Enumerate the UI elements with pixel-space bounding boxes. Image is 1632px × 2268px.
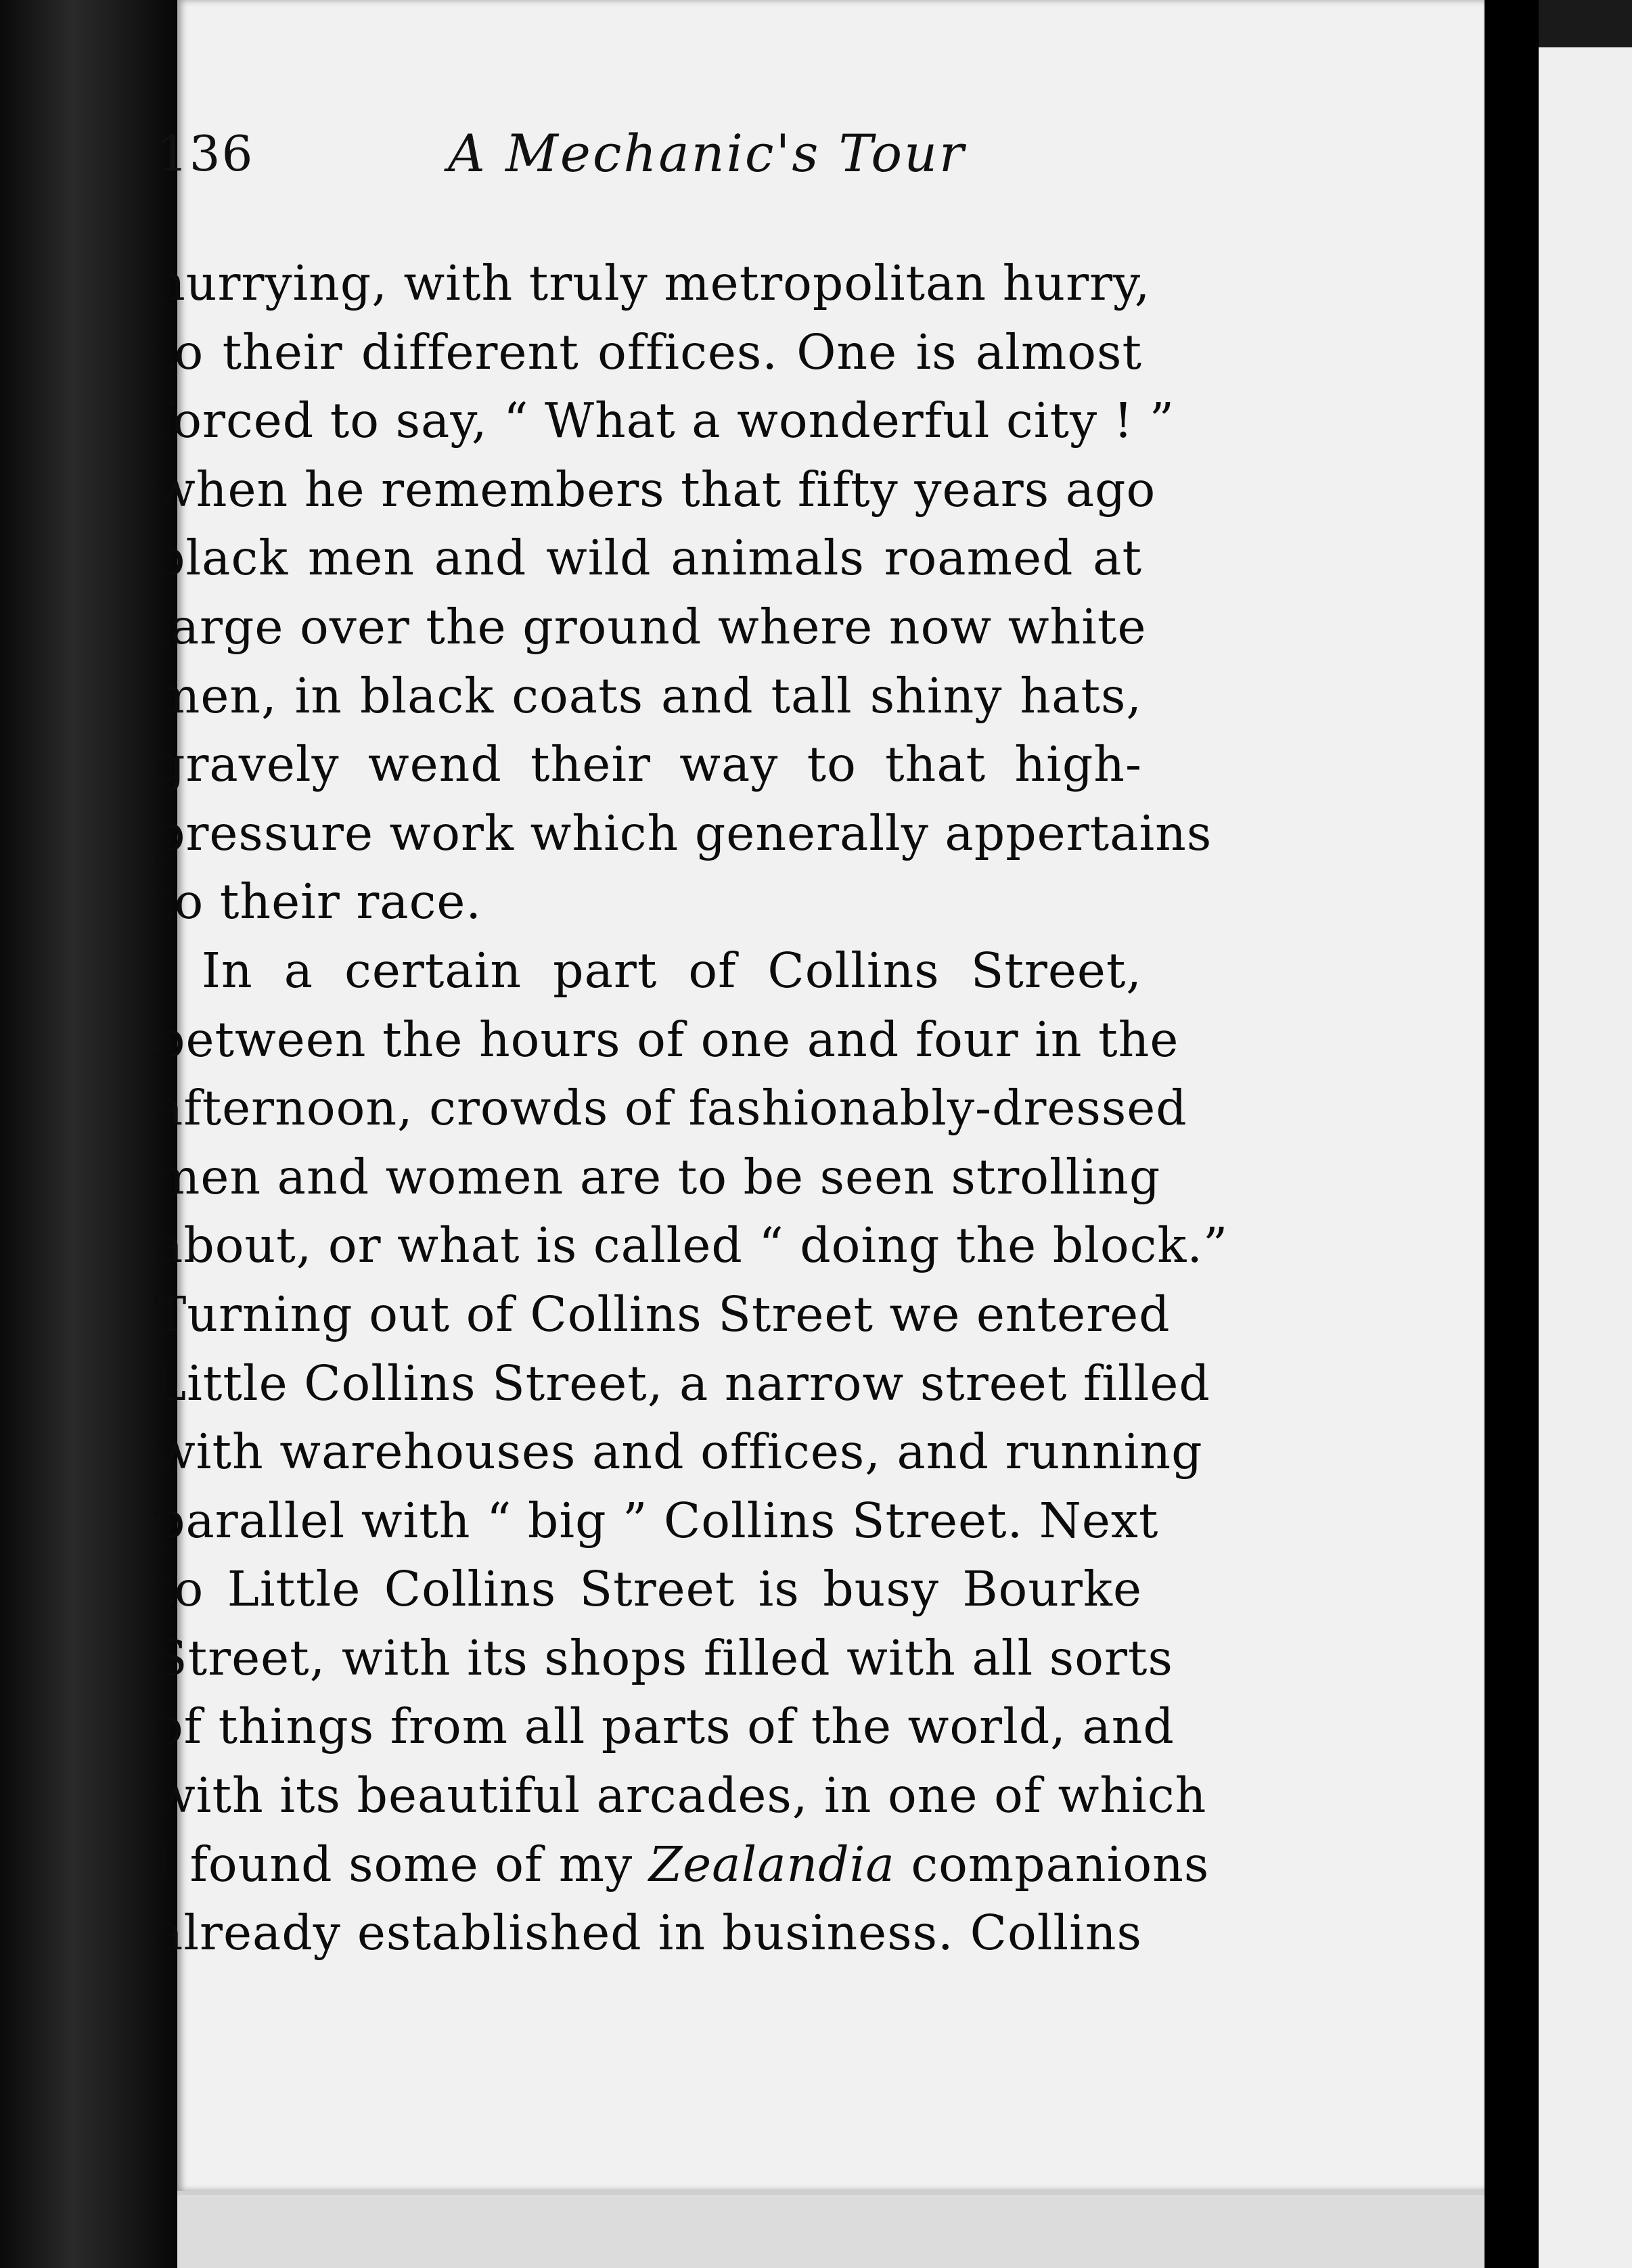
text-line: gravely wend their way to that high- bbox=[154, 736, 1142, 793]
text-line: forced to say, “ What a wonderful city ! ” bbox=[154, 392, 1175, 449]
page-number: 136 bbox=[157, 125, 254, 182]
text-line: men and women are to be seen strolling bbox=[154, 1148, 1161, 1205]
text-line: to Little Collins Street is busy Bourke bbox=[154, 1561, 1142, 1618]
text-line: Little Collins Street, a narrow street filled bbox=[154, 1355, 1210, 1411]
text-line: between the hours of one and four in the bbox=[154, 1011, 1179, 1068]
text-line bbox=[154, 1830, 1210, 1899]
page-body bbox=[154, 249, 1229, 1968]
text-segment: companions bbox=[894, 1836, 1210, 1892]
text-line: Turning out of Collins Street we entered bbox=[154, 1286, 1171, 1342]
text-line: In a certain part of Collins Street, bbox=[202, 942, 1142, 999]
text-line: already established in business. Collins bbox=[154, 1905, 1142, 1961]
text-line: hurrying, with truly metropolitan hurry, bbox=[154, 255, 1151, 311]
text-line: when he remembers that fifty years ago bbox=[154, 461, 1156, 518]
text-segment: I found some of my bbox=[154, 1836, 649, 1892]
text-line: with its beautiful arcades, in one of which bbox=[154, 1767, 1207, 1824]
text-line: of things from all parts of the world, and bbox=[154, 1698, 1175, 1755]
text-line: large over the ground where now white bbox=[154, 598, 1147, 655]
facing-page-edge bbox=[1539, 47, 1632, 2268]
text-line: afternoon, crowds of fashionably-dressed bbox=[154, 1080, 1187, 1137]
text-line: Street, with its shops filled with all sorts bbox=[154, 1629, 1173, 1686]
text-line: about, or what is called “ doing the block.” bbox=[154, 1217, 1229, 1274]
text-line: pressure work which generally appertains bbox=[154, 804, 1212, 861]
text-line: to their race. bbox=[154, 874, 482, 930]
book-gutter bbox=[1484, 0, 1539, 2268]
running-title: A Mechanic's Tour bbox=[448, 123, 966, 183]
text-line: with warehouses and offices, and running bbox=[154, 1424, 1203, 1480]
text-line: to their different offices. One is almost bbox=[154, 323, 1142, 380]
text-line: black men and wild animals roamed at bbox=[154, 530, 1142, 587]
text-line: men, in black coats and tall shiny hats, bbox=[154, 667, 1142, 724]
page-bottom-margin bbox=[177, 2195, 1484, 2268]
italic-text: Zealandia bbox=[648, 1836, 895, 1892]
text-line: parallel with “ big ” Collins Street. Next bbox=[154, 1492, 1159, 1549]
running-head bbox=[157, 116, 1145, 191]
